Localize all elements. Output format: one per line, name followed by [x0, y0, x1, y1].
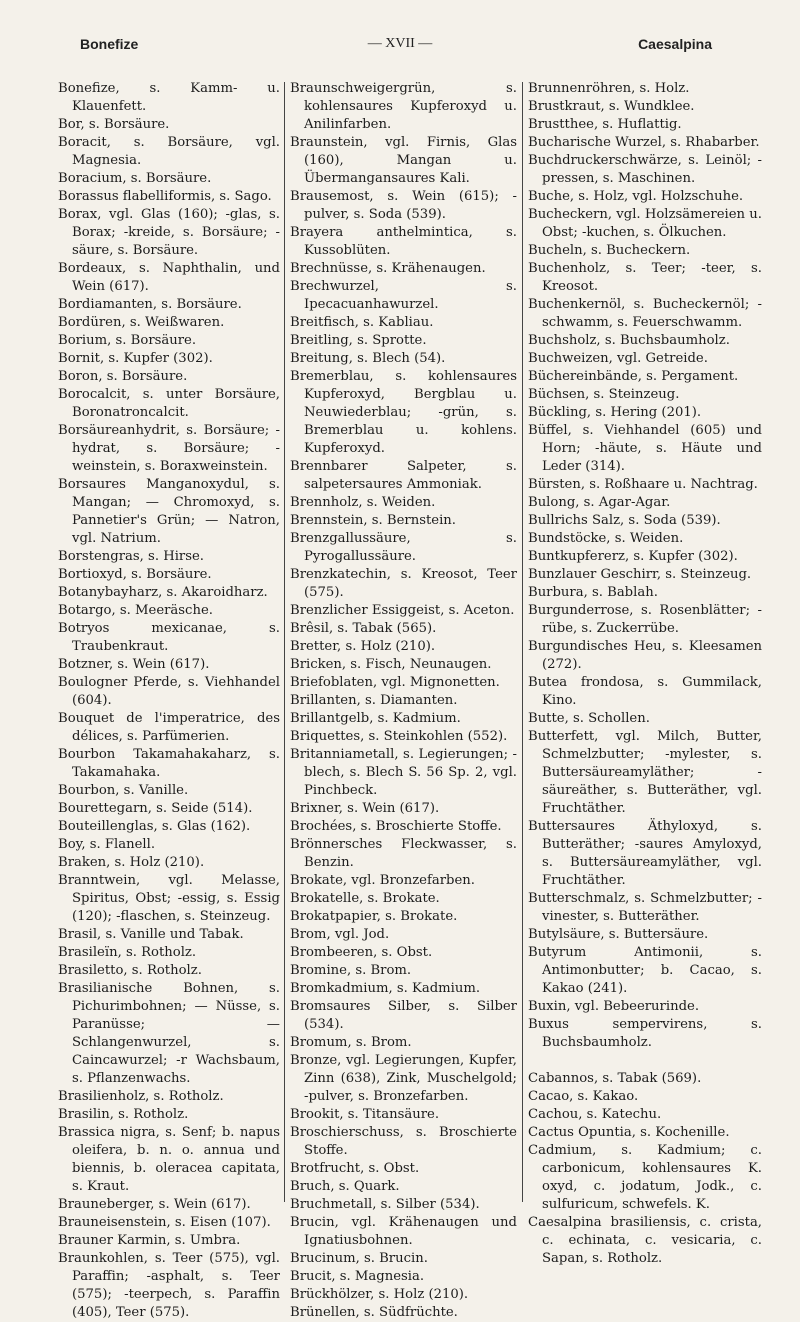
column-divider-1	[284, 82, 285, 1202]
index-entry: Brillantgelb, s. Kadmium.	[290, 711, 461, 726]
index-entry: Büchereinbände, s. Pergament.	[528, 369, 739, 384]
index-entry: Bullrichs Salz, s. Soda (539).	[528, 513, 721, 528]
index-entry: Cabannos, s. Tabak (569).	[528, 1071, 702, 1086]
index-entry: Bucheckern, vgl. Holzsämereien u. Obst; -kuchen, s. Ölkuchen.	[528, 207, 762, 240]
index-entry: Botanybayharz, s. Akaroidharz.	[58, 585, 268, 600]
index-entry: Burbura, s. Bablah.	[528, 585, 658, 600]
index-entry: Bouteillenglas, s. Glas (162).	[58, 819, 251, 834]
index-entry: Bundstöcke, s. Weiden.	[528, 531, 684, 546]
index-entry: Brom, vgl. Jod.	[290, 927, 390, 942]
index-entry: Brauneisenstein, s. Eisen (107).	[58, 1215, 271, 1230]
index-entry: Bourbon, s. Vanille.	[58, 783, 189, 798]
index-entry: Brenzkatechin, s. Kreosot, Teer (575).	[290, 567, 517, 600]
index-entry: Bückling, s. Hering (201).	[528, 405, 702, 420]
index-entry: Borassus flabelliformis, s. Sago.	[58, 189, 272, 204]
index-entry: Brausemost, s. Wein (615); -pulver, s. Soda (539).	[290, 189, 517, 222]
index-entry: Brasilienholz, s. Rotholz.	[58, 1089, 224, 1104]
index-entry: Brenzgallussäure, s. Pyrogallussäure.	[290, 531, 517, 564]
index-entry: Bucheln, s. Bucheckern.	[528, 243, 691, 258]
index-entry: Bromkadmium, s. Kadmium.	[290, 981, 481, 996]
index-entry: Brennbarer Salpeter, s. salpetersaures Ammoniak.	[290, 459, 517, 492]
index-entry: Brennstein, s. Bernstein.	[290, 513, 456, 528]
index-entry: Brauneberger, s. Wein (617).	[58, 1197, 251, 1212]
index-entry: Buchenholz, s. Teer; -teer, s. Kreosot.	[528, 261, 762, 294]
index-entry: Büchsen, s. Steinzeug.	[528, 387, 680, 402]
index-entry: Bortioxyd, s. Borsäure.	[58, 567, 212, 582]
index-entry: Brechnüsse, s. Krähenaugen.	[290, 261, 486, 276]
index-entry: Brokatelle, s. Brokate.	[290, 891, 440, 906]
index-entry: Brasilianische Bohnen, s. Pichurimbohnen; — Nüsse, s. Paranüsse; — Schlangenwurzel, s. Caincawurzel; -r Wachsbaum, s. Pflanzenwachs.	[58, 981, 280, 1086]
index-entry: Braunkohlen, s. Teer (575), vgl. Paraffin; -asphalt, s. Teer (575); -teerpech, s. Paraffin (405), Teer (575).	[58, 1251, 280, 1320]
section-gap	[528, 1052, 762, 1070]
index-entry: Cacao, s. Kakao.	[528, 1089, 639, 1104]
index-entry: Bricken, s. Fisch, Neunaugen.	[290, 657, 492, 672]
index-entry: Buttersaures Äthyloxyd, s. Butteräther; -saures Amyloxyd, s. Buttersäureamyläther, vgl. Fruchtäther.	[528, 819, 762, 888]
index-entry: Borsäureanhydrit, s. Borsäure; -hydrat, s. Borsäure; -weinstein, s. Boraxweinstein.	[58, 423, 280, 474]
index-entry: Cachou, s. Katechu.	[528, 1107, 662, 1122]
index-entry: Bordüren, s. Weißwaren.	[58, 315, 225, 330]
index-entry: Bromsaures Silber, s. Silber (534).	[290, 999, 517, 1032]
index-entry: Briquettes, s. Steinkohlen (552).	[290, 729, 508, 744]
index-entry: Bulong, s. Agar-Agar.	[528, 495, 671, 510]
index-entry: Brillanten, s. Diamanten.	[290, 693, 458, 708]
index-entry: Brunnenröhren, s. Holz.	[528, 81, 690, 96]
index-entry: Boulogner Pferde, s. Viehhandel (604).	[58, 675, 280, 708]
index-entry: Borium, s. Borsäure.	[58, 333, 197, 348]
index-entry: Buxus sempervirens, s. Buchsbaumholz.	[528, 1017, 762, 1050]
index-entry: Braunschweigergrün, s. kohlensaures Kupferoxyd u. Anilinfarben.	[290, 81, 517, 132]
index-entry: Broschierschuss, s. Broschierte Stoffe.	[290, 1125, 517, 1158]
index-entry: Botzner, s. Wein (617).	[58, 657, 210, 672]
index-entry: Bucharische Wurzel, s. Rhabarber.	[528, 135, 760, 150]
index-entry: Bunzlauer Geschirr, s. Steinzeug.	[528, 567, 752, 582]
index-entry: Breitling, s. Sprotte.	[290, 333, 427, 348]
index-entry: Brasiletto, s. Rotholz.	[58, 963, 202, 978]
index-entry: Breitung, s. Blech (54).	[290, 351, 446, 366]
index-entry: Branntwein, vgl. Melasse, Spiritus, Obst; -essig, s. Essig (120); -flaschen, s. Steinzeug.	[58, 873, 280, 924]
index-entry: Brönnersches Fleckwasser, s. Benzin.	[290, 837, 517, 870]
index-entry: Bronze, vgl. Legierungen, Kupfer, Zinn (638), Zink, Muschelgold; -pulver, s. Bronzefarben.	[290, 1053, 517, 1104]
index-entry: Borsaures Manganoxydul, s. Mangan; — Chromoxyd, s. Pannetier's Grün; — Natron, vgl. Natrium.	[58, 477, 280, 546]
index-entry: Botryos mexicanae, s. Traubenkraut.	[58, 621, 280, 654]
index-entry: Brasil, s. Vanille und Tabak.	[58, 927, 244, 942]
index-entry: Bruchmetall, s. Silber (534).	[290, 1197, 480, 1212]
index-entry: Butyrum Antimonii, s. Antimonbutter; b. Cacao, s. Kakao (241).	[528, 945, 762, 996]
header-left-keyword: Bonefize	[80, 36, 139, 52]
index-entry: Butea frondosa, s. Gummilack, Kino.	[528, 675, 762, 708]
index-entry: Brauner Karmin, s. Umbra.	[58, 1233, 241, 1248]
index-entry: Burgundisches Heu, s. Kleesamen (272).	[528, 639, 762, 672]
index-entry: Brombeeren, s. Obst.	[290, 945, 433, 960]
index-entry: Buchweizen, vgl. Getreide.	[528, 351, 708, 366]
index-entry: Bordiamanten, s. Borsäure.	[58, 297, 242, 312]
index-entry: Bromine, s. Brom.	[290, 963, 412, 978]
index-entry: Butterschmalz, s. Schmelzbutter; -vinester, s. Butteräther.	[528, 891, 762, 924]
index-entry: Brucin, vgl. Krähenaugen und Ignatiusbohnen.	[290, 1215, 517, 1248]
index-entry: Brasileïn, s. Rotholz.	[58, 945, 197, 960]
index-entry: Bromum, s. Brom.	[290, 1035, 412, 1050]
index-entry: Borax, vgl. Glas (160); -glas, s. Borax; -kreide, s. Borsäure; -säure, s. Borsäure.	[58, 207, 280, 258]
index-entry: Brucinum, s. Brucin.	[290, 1251, 428, 1266]
index-entry: Brenzlicher Essiggeist, s. Aceton.	[290, 603, 515, 618]
index-entry: Borstengras, s. Hirse.	[58, 549, 204, 564]
column-2	[290, 80, 517, 1320]
index-entry: Briefoblaten, vgl. Mignonetten.	[290, 675, 500, 690]
index-entry: Boron, s. Borsäure.	[58, 369, 188, 384]
index-entry: Buchenkernöl, s. Bucheckernöl; -schwamm, s. Feuerschwamm.	[528, 297, 762, 330]
index-entry: Boracit, s. Borsäure, vgl. Magnesia.	[58, 135, 280, 168]
index-entry: Bourettegarn, s. Seide (514).	[58, 801, 253, 816]
index-entry: Buntkupfererz, s. Kupfer (302).	[528, 549, 738, 564]
index-entry: Bordeaux, s. Naphthalin, und Wein (617).	[58, 261, 280, 294]
index-entry: Brechwurzel, s. Ipecacuanhawurzel.	[290, 279, 517, 312]
index-entry: Brucit, s. Magnesia.	[290, 1269, 425, 1284]
column-divider-2	[522, 82, 523, 1202]
index-entry: Brookit, s. Titansäure.	[290, 1107, 440, 1122]
index-entry: Bürsten, s. Roßhaare u. Nachtrag.	[528, 477, 758, 492]
index-entry: Brustthee, s. Huflattig.	[528, 117, 682, 132]
index-entry: Butterfett, vgl. Milch, Butter, Schmelzbutter; -mylester, s. Buttersäureamyläther; -säureäther, s. Butteräther, vgl. Fruchtäther.	[528, 729, 762, 816]
index-entry: Breitfisch, s. Kabliau.	[290, 315, 434, 330]
index-entry: Bruch, s. Quark.	[290, 1179, 400, 1194]
index-entry: Brochées, s. Broschierte Stoffe.	[290, 819, 502, 834]
index-entry: Bor, s. Borsäure.	[58, 117, 170, 132]
index-entry: Brünellen, s. Südfrüchte.	[290, 1305, 458, 1320]
index-entry: Brassica nigra, s. Senf; b. napus oleifera, b. n. o. annua und biennis, b. oleracea capitata, s. Kraut.	[58, 1125, 280, 1194]
index-entry: Bretter, s. Holz (210).	[290, 639, 436, 654]
index-entry: Brokate, vgl. Bronzefarben.	[290, 873, 475, 888]
index-entry: Braunstein, vgl. Firnis, Glas (160), Mangan u. Übermangansaures Kali.	[290, 135, 517, 186]
index-entry: Britanniametall, s. Legierungen; -blech, s. Blech S. 56 Sp. 2, vgl. Pinchbeck.	[290, 747, 517, 798]
index-entry: Buchdruckerschwärze, s. Leinöl; -pressen, s. Maschinen.	[528, 153, 762, 186]
running-header	[0, 36, 800, 60]
index-entry: Brêsil, s. Tabak (565).	[290, 621, 437, 636]
index-entry: Buchsholz, s. Buchsbaumholz.	[528, 333, 730, 348]
index-entry: Cactus Opuntia, s. Kochenille.	[528, 1125, 730, 1140]
index-entry: Brotfrucht, s. Obst.	[290, 1161, 420, 1176]
index-entry: Büffel, s. Viehhandel (605) und Horn; -häute, s. Häute und Leder (314).	[528, 423, 762, 474]
index-entry: Caesalpina brasiliensis, c. crista, c. echinata, c. vesicaria, c. Sapan, s. Rotholz.	[528, 1215, 762, 1266]
index-entry: Brustkraut, s. Wundklee.	[528, 99, 695, 114]
index-entry: Bonefize, s. Kamm- u. Klauenfett.	[58, 81, 280, 114]
index-entry: Brasilin, s. Rotholz.	[58, 1107, 189, 1122]
index-entry: Buche, s. Holz, vgl. Holzschuhe.	[528, 189, 744, 204]
index-entry: Braken, s. Holz (210).	[58, 855, 205, 870]
index-entry: Bouquet de l'imperatrice, des délices, s. Parfümerien.	[58, 711, 280, 744]
index-entry: Buxin, vgl. Bebeerurinde.	[528, 999, 700, 1014]
page-number: — XVII —	[367, 36, 433, 51]
header-right-keyword: Caesalpina	[638, 36, 712, 52]
index-entry: Brayera anthelmintica, s. Kussoblüten.	[290, 225, 517, 258]
index-entry: Butte, s. Schollen.	[528, 711, 650, 726]
index-entry: Brokatpapier, s. Brokate.	[290, 909, 458, 924]
index-entry: Bourbon Takamahakaharz, s. Takamahaka.	[58, 747, 280, 780]
index-entry: Botargo, s. Meeräsche.	[58, 603, 213, 618]
index-entry: Brennholz, s. Weiden.	[290, 495, 436, 510]
column-3	[528, 80, 762, 1266]
index-entry: Boy, s. Flanell.	[58, 837, 156, 852]
index-entry: Brixner, s. Wein (617).	[290, 801, 440, 816]
index-entry: Burgunderrose, s. Rosenblätter; -rübe, s. Zuckerrübe.	[528, 603, 762, 636]
index-entry: Cadmium, s. Kadmium; c. carbonicum, kohlensaures K. oxyd, c. jodatum, Jodk., c. sulfuricum, schwefels. K.	[528, 1143, 762, 1212]
index-entry: Bornit, s. Kupfer (302).	[58, 351, 213, 366]
index-entry: Bremerblau, s. kohlensaures Kupferoxyd, Bergblau u. Neuwiederblau; -grün, s. Bremerblau u. kohlens. Kupferoxyd.	[290, 369, 517, 456]
index-entry: Borocalcit, s. unter Borsäure, Boronatroncalcit.	[58, 387, 280, 420]
index-entry: Butylsäure, s. Buttersäure.	[528, 927, 709, 942]
column-1	[58, 80, 280, 1320]
index-entry: Brückhölzer, s. Holz (210).	[290, 1287, 469, 1302]
index-entry: Boracium, s. Borsäure.	[58, 171, 212, 186]
